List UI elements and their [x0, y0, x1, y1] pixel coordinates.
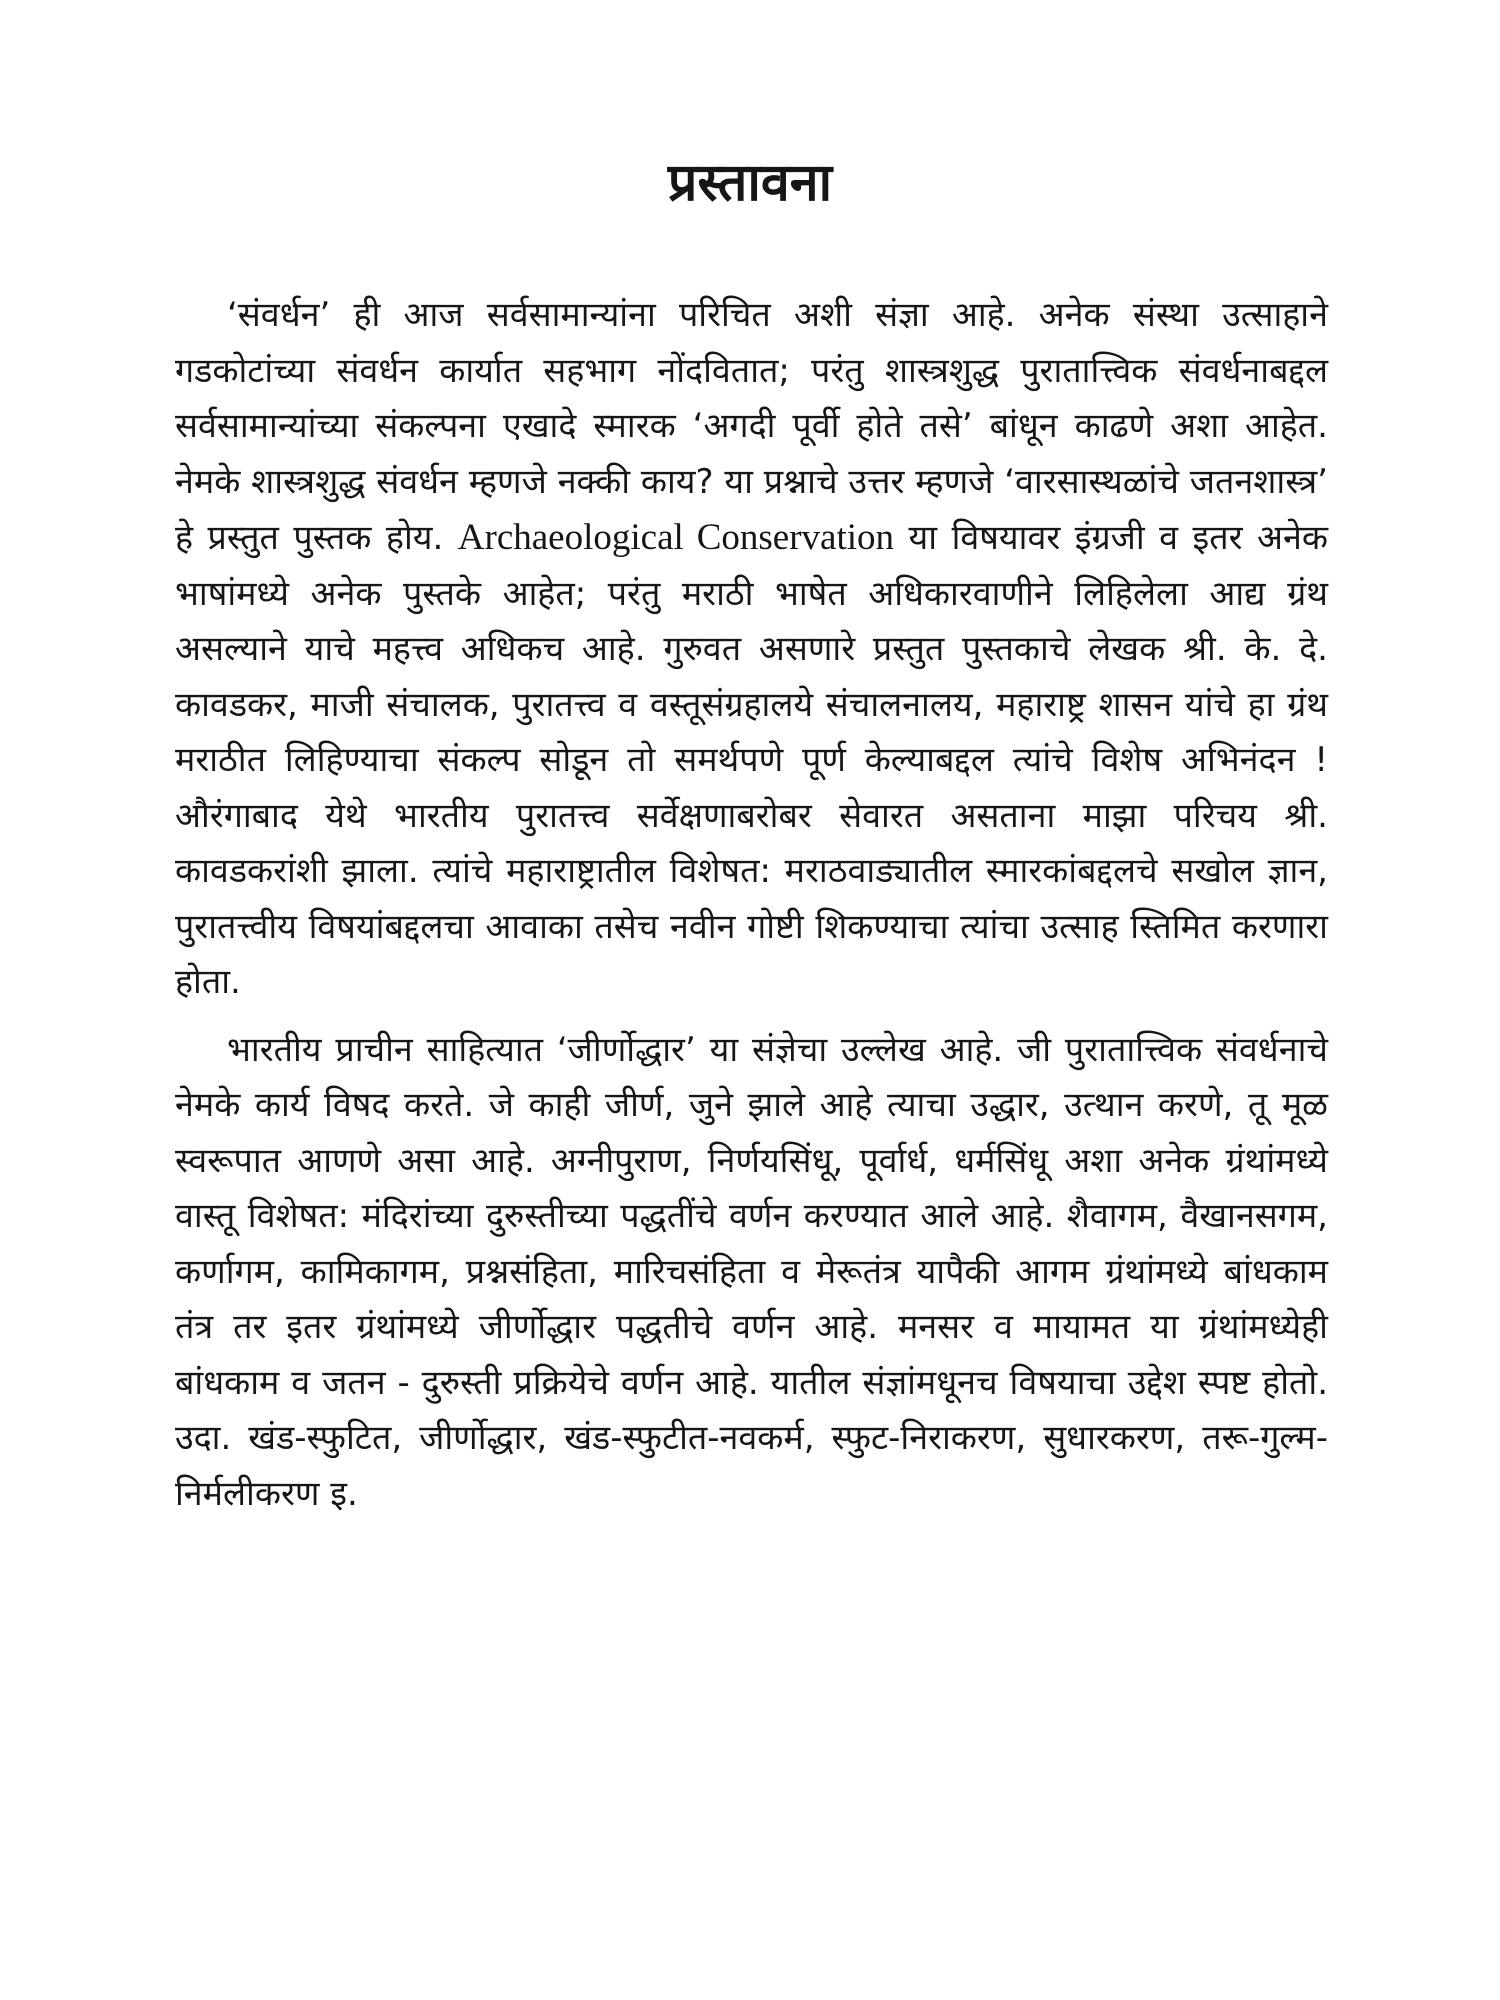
preface-body	[175, 288, 1328, 1522]
paragraph-1-text-a: ‘संवर्धन’ ही आज सर्वसामान्यांना परिचित अशी संज्ञा आहे. अनेक संस्था उत्साहाने गडकोटांच्या संवर्धन कार्यात सहभाग नोंदवितात; परंतु शास्त्रशुद्ध पुरातात्त्विक संवर्धनाबद्दल सर्वसामान्यांच्या संकल्पना एखादे स्मारक ‘अगदी पूर्वी होते तसे’ बांधून काढणे अशा आहेत. नेमके शास्त्रशुद्ध संवर्धन म्हणजे नक्की काय? या प्रश्नाचे उत्तर म्हणजे ‘वारसास्थळांचे जतनशास्त्र’ हे प्रस्तुत पुस्तक होय.	[175, 295, 1328, 558]
paragraph-2	[175, 1023, 1328, 1523]
page-title: प्रस्तावना	[667, 153, 833, 213]
paragraph-1	[175, 288, 1328, 1011]
paragraph-1-english-term: Archaeological Conservation	[457, 517, 895, 558]
paragraph-1-text-b: या विषयावर इंग्रजी व इतर अनेक भाषांमध्ये अनेक पुस्तके आहेत; परंतु मराठी भाषेत अधिकारवाणीने लिहिलेला आद्य ग्रंथ असल्याने याचे महत्त्व अधिकच आहे. गुरुवत असणारे प्रस्तुत पुस्तकाचे लेखक श्री. के. दे. कावडकर, माजी संचालक, पुरातत्त्व व वस्तूसंग्रहालये संचालनालय, महाराष्ट्र शासन यांचे हा ग्रंथ मराठीत लिहिण्याचा संकल्प सोडून तो समर्थपणे पूर्ण केल्याबद्दल त्यांचे विशेष अभिनंदन ! औरंगाबाद येथे भारतीय पुरातत्त्व सर्वेक्षणाबरोबर सेवारत असताना माझा परिचय श्री. कावडकरांशी झाला. त्यांचे महाराष्ट्रातील विशेषत: मराठवाड्यातील स्मारकांबद्दलचे सखोल ज्ञान, पुरातत्त्वीय विषयांबद्दलचा आवाका तसेच नवीन गोष्टी शिकण्याचा त्यांचा उत्साह स्तिमित करणारा होता.	[175, 518, 1328, 1002]
paragraph-2-text: भारतीय प्राचीन साहित्यात ‘जीर्णोद्धार’ या संज्ञेचा उल्लेख आहे. जी पुरातात्त्विक संवर्धनाचे नेमके कार्य विषद करते. जे काही जीर्ण, जुने झाले आहे त्याचा उद्धार, उत्थान करणे, तू मूळ स्वरूपात आणणे असा आहे. अग्नीपुराण, निर्णयसिंधू, पूर्वार्ध, धर्मसिंधू अशा अनेक ग्रंथांमध्ये वास्तू विशेषत: मंदिरांच्या दुरुस्तीच्या पद्धतींचे वर्णन करण्यात आले आहे. शैवागम, वैखानसगम, कर्णागम, कामिकागम, प्रश्नसंहिता, मारिचसंहिता व मेरूतंत्र यापैकी आगम ग्रंथांमध्ये बांधकाम तंत्र तर इतर ग्रंथांमध्ये जीर्णोद्धार पद्धतीचे वर्णन आहे. मनसर व मायामत या ग्रंथांमध्येही बांधकाम व जतन - दुरुस्ती प्रक्रियेचे वर्णन आहे. यातील संज्ञांमधूनच विषयाचा उद्देश स्पष्ट होतो. उदा. खंड-स्फुटित, जीर्णोद्धार, खंड-स्फुटीत-नवकर्म, स्फुट-निराकरण, सुधारकरण, तरू-गुल्म-निर्मलीकरण इ.	[175, 1029, 1328, 1514]
